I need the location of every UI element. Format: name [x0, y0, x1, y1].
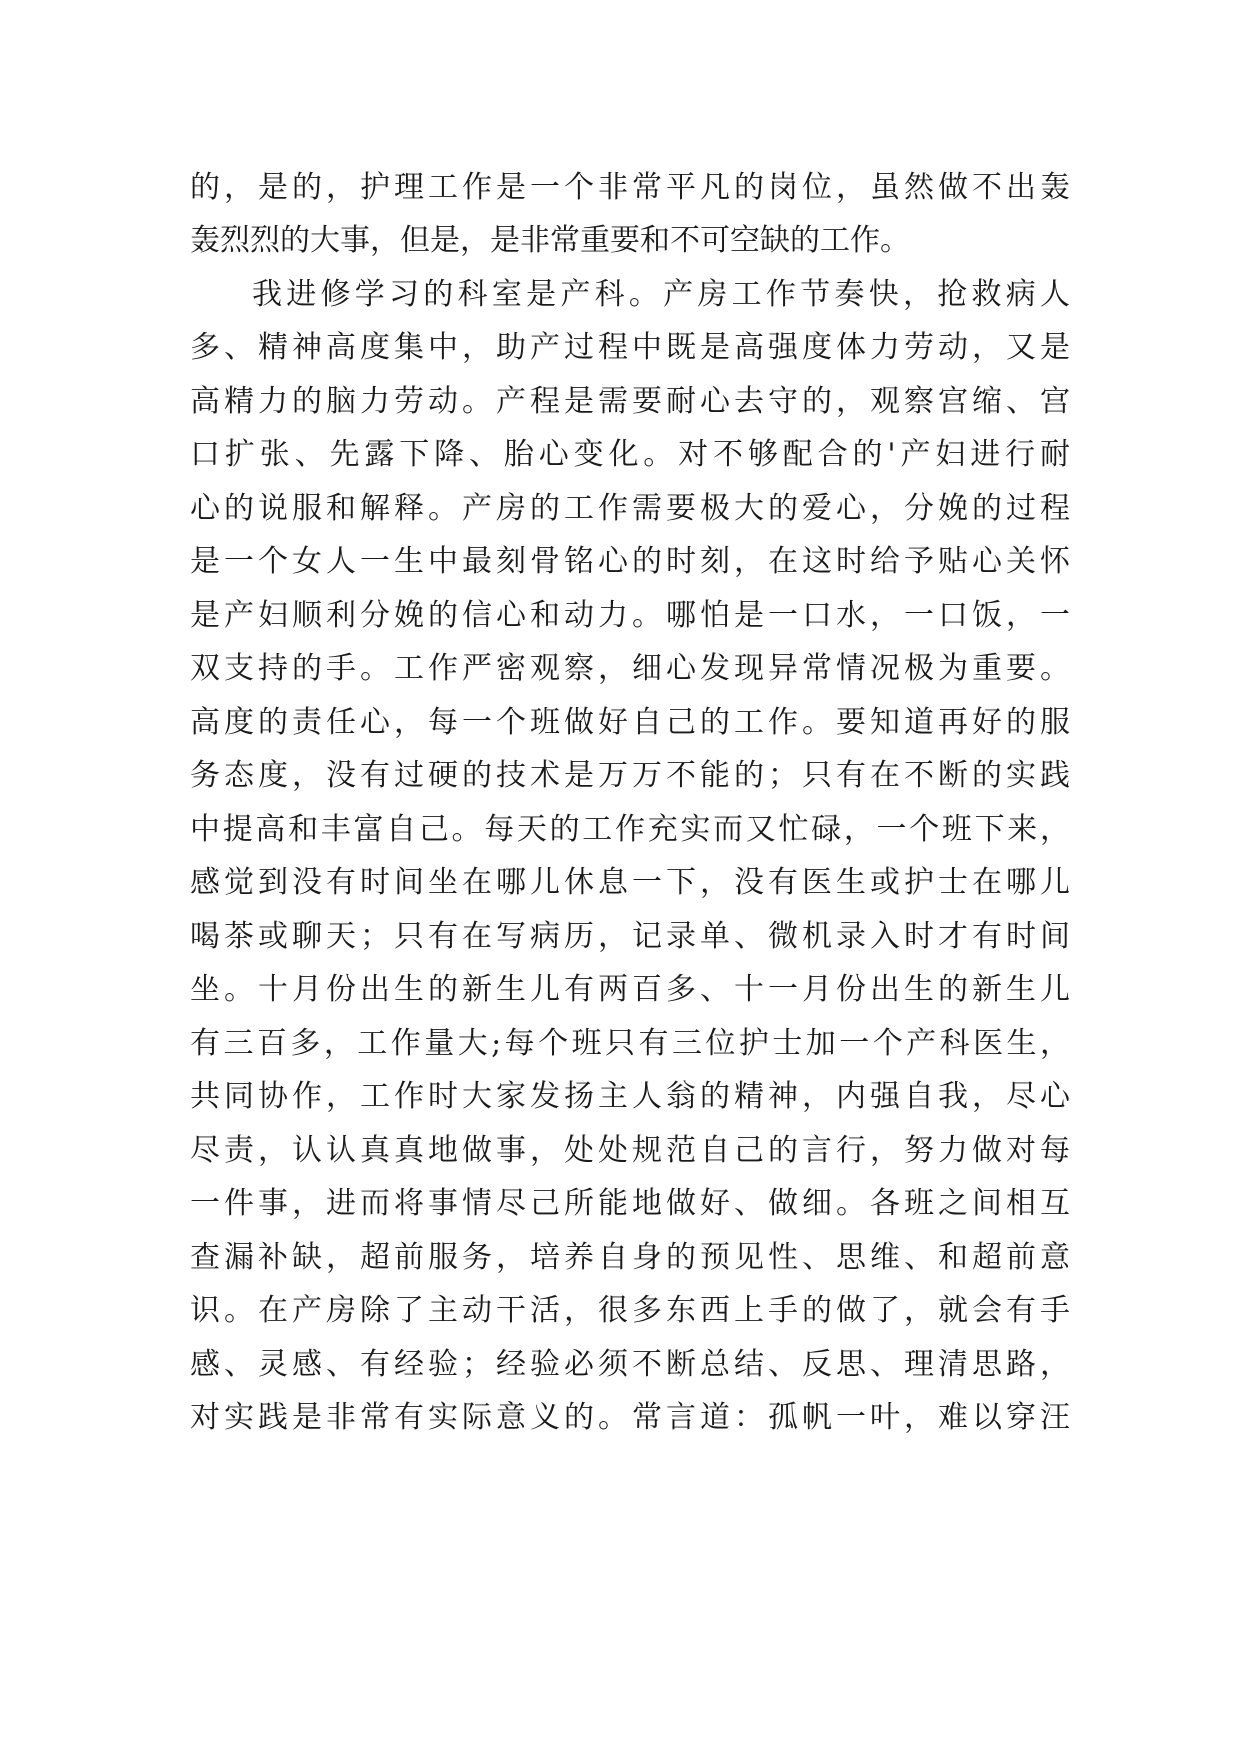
- text-line: 多、精神高度集中，助产过程中既是高强度体力劳动，又是: [190, 330, 1070, 365]
- text-line: 有三百多，工作量大;每个班只有三位护士加一个产科医生，: [190, 1026, 1070, 1061]
- text-line: 轰烈烈的大事，但是，是非常重要和不可空缺的工作。: [190, 223, 910, 258]
- text-line: 查漏补缺，超前服务，培养自身的预见性、思维、和超前意: [190, 1240, 1070, 1275]
- text-line: 喝茶或聊天；只有在写病历，记录单、微机录入时才有时间: [190, 919, 1070, 954]
- text-line: 对实践是非常有实际意义的。常言道：孤帆一叶，难以穿汪: [190, 1400, 1070, 1435]
- text-line: 心的说服和解释。产房的工作需要极大的爱心，分娩的过程: [190, 491, 1070, 526]
- text-line: 感、灵感、有经验；经验必须不断总结、反思、理清思路，: [190, 1347, 1070, 1382]
- text-line: 坐。十月份出生的新生儿有两百多、十一月份出生的新生儿: [190, 972, 1070, 1007]
- text-line: 高度的责任心，每一个班做好自己的工作。要知道再好的服: [190, 705, 1070, 740]
- text-line: 是产妇顺利分娩的信心和动力。哪怕是一口水，一口饭，一: [190, 598, 1070, 633]
- text-line: 双支持的手。工作严密观察，细心发现异常情况极为重要。: [190, 651, 1070, 686]
- text-line: 高精力的脑力劳动。产程是需要耐心去守的，观察宫缩、宫: [190, 384, 1070, 419]
- text-line: 共同协作，工作时大家发扬主人翁的精神，内强自我，尽心: [190, 1079, 1070, 1114]
- text-line: 识。在产房除了主动干活，很多东西上手的做了，就会有手: [190, 1293, 1070, 1328]
- text-line: 一件事，进而将事情尽己所能地做好、做细。各班之间相互: [190, 1186, 1070, 1221]
- text-line: 务态度，没有过硬的技术是万万不能的；只有在不断的实践: [190, 758, 1070, 793]
- text-line: 的，是的，护理工作是一个非常平凡的岗位，虽然做不出轰: [190, 170, 1070, 205]
- text-line: 中提高和丰富自己。每天的工作充实而又忙碌，一个班下来，: [190, 812, 1070, 847]
- text-line: 是一个女人一生中最刻骨铭心的时刻，在这时给予贴心关怀: [190, 544, 1070, 579]
- text-line: 尽责，认认真真地做事，处处规范自己的言行，努力做对每: [190, 1133, 1070, 1168]
- paragraph-first-line: 我进修学习的科室是产科。产房工作节奏快，抢救病人: [252, 277, 1070, 312]
- text-line: 口扩张、先露下降、胎心变化。对不够配合的'产妇进行耐: [190, 437, 1070, 472]
- text-line: 感觉到没有时间坐在哪儿休息一下，没有医生或护士在哪儿: [190, 865, 1070, 900]
